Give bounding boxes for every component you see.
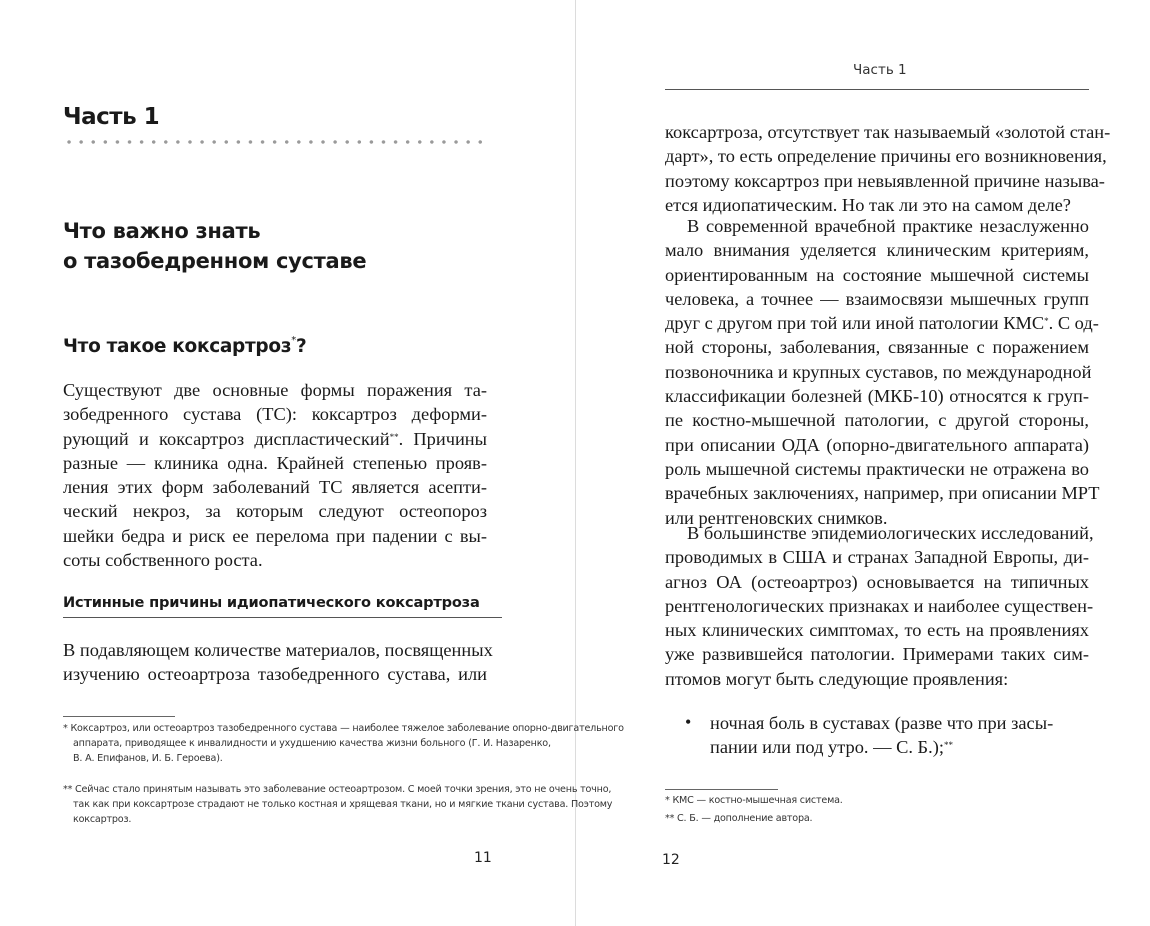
subsection-underline (63, 617, 502, 618)
footnote-marker: * (1044, 316, 1049, 327)
footnote-line: ** Сейчас стало принятым называть это заболевание остеоартрозом. С моей точки зрения, это не очень точно, (63, 784, 612, 795)
footnote-marker: * (291, 335, 296, 346)
footnote-line: ** С. Б. — дополнение автора. (665, 813, 813, 824)
text-span: . С од- (1048, 313, 1099, 334)
text-line: зобедренного сустава (ТС): коксартроз деформи- (63, 404, 487, 425)
footnote-line: аппарата, приводящее к инвалидности и ухудшению качества жизни больного (Г. И. Назаренко, (73, 738, 551, 749)
text-line: мало внимания уделяется клиническим критериям, (665, 240, 1089, 261)
text-line: позвоночника и крупных суставов, по международной (665, 361, 1092, 382)
bullet-item (710, 711, 1089, 760)
text-line: при описании ОДА (опорно-двигательного аппарата) (665, 434, 1089, 455)
subsection-title: Истинные причины идиопатического коксартроза (63, 594, 480, 611)
text-line: классификации болезней (МКБ-10) относятся к груп- (665, 386, 1089, 407)
footnote (665, 793, 843, 808)
chapter-title (63, 216, 366, 276)
text-line: или рентгеновских снимков. (665, 507, 888, 528)
footnote (63, 782, 612, 827)
footnote-line: В. А. Епифанов, И. Б. Героева). (73, 753, 223, 764)
text-span: друг с другом при той или иной патологии КМС (665, 313, 1045, 334)
text-line: проводимых в США и странах Западной Европы, ди- (665, 547, 1089, 568)
text-line (665, 311, 1099, 335)
text-line: ной стороны, заболевания, связанные с поражением (665, 337, 1089, 358)
text-line (710, 735, 1089, 759)
footnote-line: * Коксартроз, или остеоартроз тазобедренного сустава — наиболее тяжелое заболевание опорно-двигательного (63, 723, 624, 734)
section-title (63, 336, 306, 357)
text-line: шейки бедра и риск ее перелома при падении с вы- (63, 525, 487, 546)
text-line: ческий некроз, за которым следуют остеопороз (63, 501, 487, 522)
text-line: поэтому коксартроз при невыявленной причине называ- (665, 170, 1105, 191)
text-span: пании или под утро. — С. Б.); (710, 737, 944, 758)
section-title-end: ? (295, 336, 307, 357)
body-paragraph (665, 214, 1100, 530)
section-title-text: Что такое коксартроз (63, 336, 292, 357)
footnote-rule (665, 789, 778, 790)
text-line: В современной врачебной практике незаслуженно (687, 216, 1089, 236)
dotted-divider (63, 138, 487, 146)
text-line: ления этих форм заболеваний ТС является асепти- (63, 477, 487, 498)
text-line: пе костно-мышечной патологии, с другой стороны, (665, 410, 1089, 431)
text-line: птомов могут быть следующие проявления: (665, 668, 1009, 689)
footnote-marker: ** (389, 431, 399, 442)
text-line: роль мышечной системы практически не отражена во (665, 458, 1089, 479)
body-paragraph (665, 521, 1094, 691)
text-line: ночная боль в суставах (разве что при засы- (710, 713, 1054, 733)
part-title: Часть 1 (63, 104, 160, 130)
chapter-title-line: Что важно знать (63, 219, 261, 243)
text-span: . Причины (398, 428, 487, 449)
text-line: ется идиопатическим. Но так ли это на самом деле? (665, 194, 1071, 215)
text-line: дарт», то есть определение причины его возникновения, (665, 146, 1107, 167)
footnote-line: * КМС — костно-мышечная система. (665, 795, 843, 806)
chapter-title-line: о тазобедренном суставе (63, 249, 367, 273)
page-number: 12 (662, 852, 680, 868)
footnote-line: так как при коксартрозе страдают не только костная и хрящевая ткани, но и мягкие ткани сустава. Поэтому (73, 799, 613, 810)
text-line: ных клинических симптомах, то есть на проявлениях (665, 620, 1089, 641)
text-line: врачебных заключениях, например, при описании МРТ (665, 483, 1100, 504)
body-paragraph (665, 120, 1111, 217)
text-line: соты собственного роста. (63, 550, 263, 571)
text-line: В подавляющем количестве материалов, посвященных (63, 640, 493, 660)
text-span: рующий и коксартроз диспластический (63, 428, 390, 449)
footnote (665, 811, 812, 826)
footnote (63, 721, 624, 766)
body-paragraph (63, 638, 493, 687)
text-line (63, 427, 487, 451)
text-line: рентгенологических признаках и наиболее существен- (665, 595, 1094, 616)
text-line: изучению остеоартроза тазобедренного сустава, или (63, 664, 487, 685)
text-line: уже развившейся патологии. Примерами таких сим- (665, 644, 1089, 665)
body-paragraph (63, 378, 487, 572)
running-head-rule (665, 89, 1089, 90)
footnote-rule (63, 716, 175, 717)
bullet-marker: • (685, 712, 692, 732)
footnote-marker: ** (943, 740, 953, 751)
text-line: разные — клиника одна. Крайней степенью прояв- (63, 452, 487, 473)
text-line: человека, а точнее — взаимосвязи мышечных групп (665, 288, 1089, 309)
footnote-line: коксартроз. (73, 814, 132, 825)
page-number: 11 (474, 850, 492, 866)
text-line: Существуют две основные формы поражения та- (63, 380, 487, 400)
running-head: Часть 1 (853, 62, 907, 78)
text-line: ориентированным на состояние мышечной системы (665, 264, 1089, 285)
text-line: В большинстве эпидемиологических исследований, (687, 523, 1094, 543)
text-line: коксартроза, отсутствует так называемый «золотой стан- (665, 122, 1111, 142)
text-line: агноз ОА (остеоартроз) основывается на типичных (665, 571, 1089, 592)
